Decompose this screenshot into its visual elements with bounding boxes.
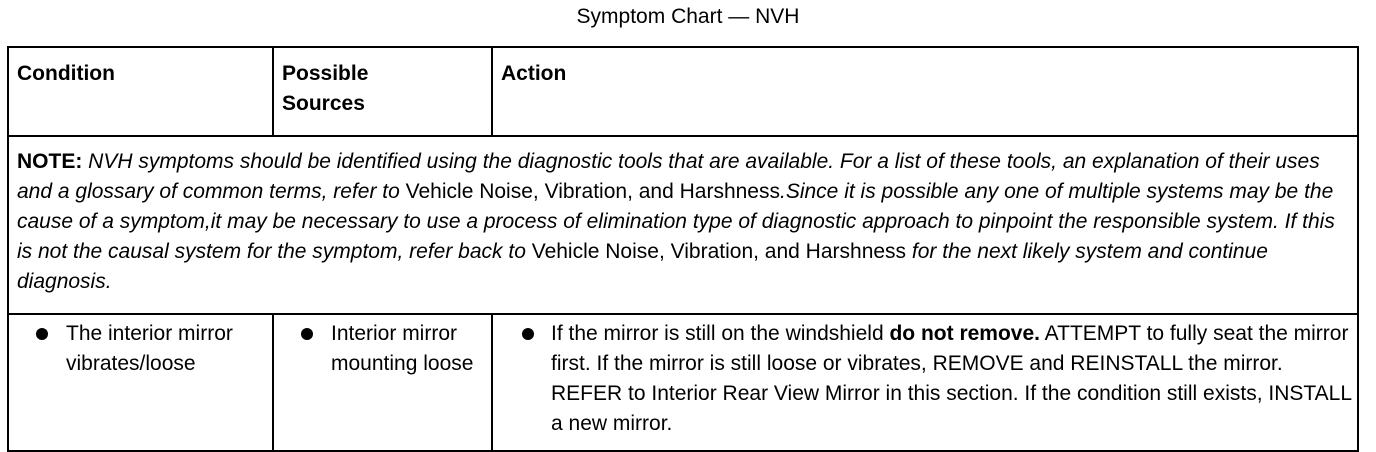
action-text-2: ATTEMPT to fully seat the mirror first. If the mirror is still loose or vibrates, REMOVE and REINSTALL the mirror. REFER to Interior Rear View Mirror in this section. If the condition still exists, INSTALL a new mirror. [551,322,1352,435]
action-warning: do not remove. [889,322,1040,345]
condition-item: The interior mirror vibrates/loose [13,319,268,379]
action-cell [492,314,1358,451]
note-label: NOTE: [17,150,83,173]
table-row [8,314,1358,451]
header-action: Action [492,47,1358,136]
note-row [8,136,1358,314]
header-possible-sources [273,47,492,136]
note-ref-1: Vehicle Noise, Vibration, and Harshness [405,180,780,203]
action-item [497,319,1353,439]
note-cell [8,136,1358,314]
note-ref-2: Vehicle Noise, Vibration, and Harshness [531,240,907,263]
header-sources-line1: Possible [282,62,369,85]
note-text-1: NVH symptoms should be identified using the diagnostic tools that are available. For a list of these tools, an explanation of their uses and a glossary of common terms, refer to [17,150,1320,203]
source-cell [273,314,492,451]
header-row [8,47,1358,136]
symptom-chart-table [7,46,1359,452]
note-text-2: .Since it is possible any one of multiple systems may be the cause of a symptom,it may be necessary to use a process of elimination type of diagnostic approach to pinpoint the responsible system. If this is not the causal system for the symptom, refer back to [17,180,1335,263]
source-item: Interior mirror mounting loose [278,319,487,379]
note-text-3: for the next likely system and continue diagnosis. [17,240,1268,293]
page-title: Symptom Chart — NVH [576,5,800,28]
header-sources-line2: Sources [282,92,365,115]
action-text-1: If the mirror is still on the windshield [551,322,890,345]
condition-cell [8,314,273,451]
header-condition: Condition [8,47,273,136]
